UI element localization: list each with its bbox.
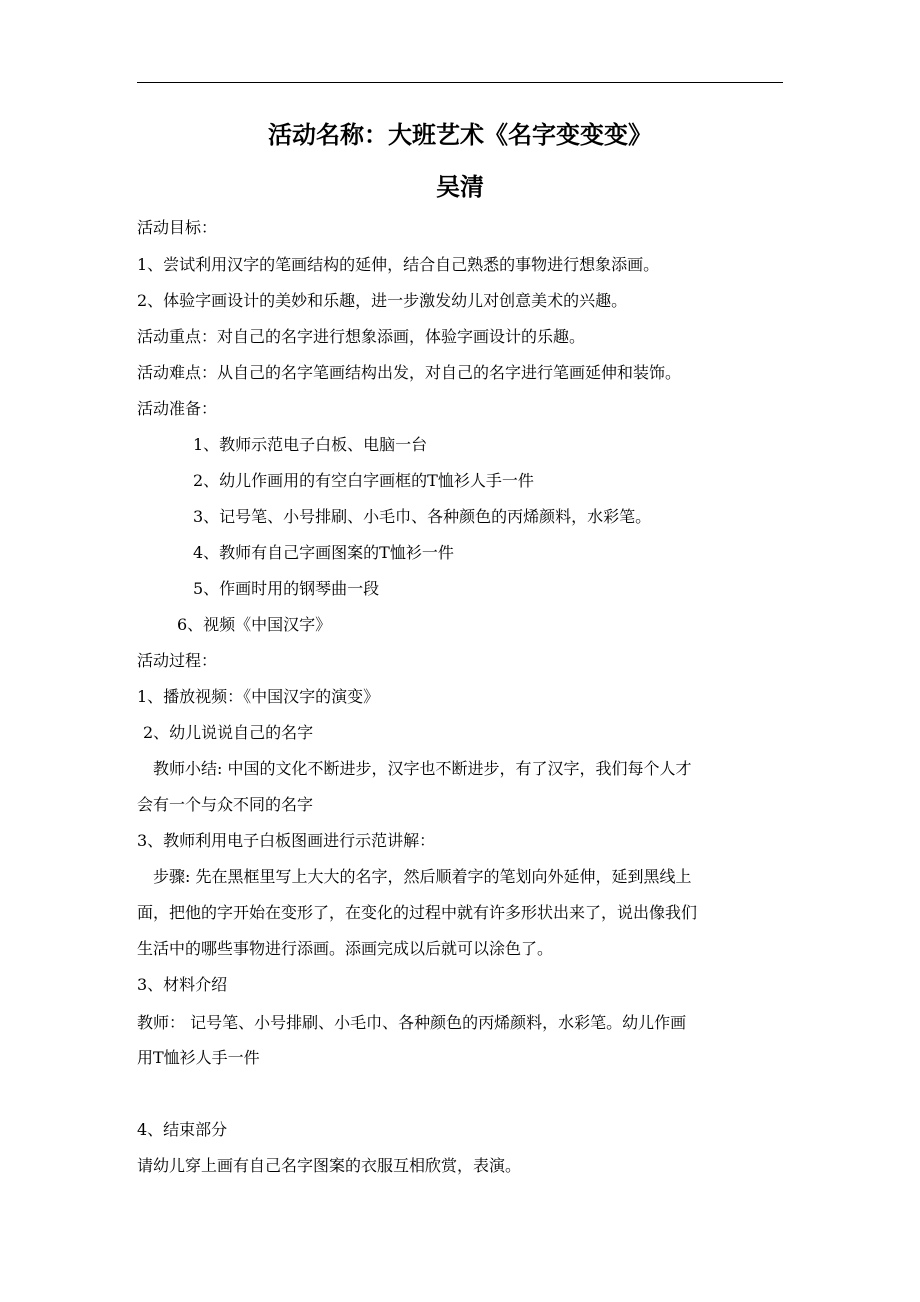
difficulty-line: 活动难点：从自己的名字笔画结构出发，对自己的名字进行笔画延伸和装饰。 — [137, 363, 682, 382]
preparation-item-3: 3、记号笔、小号排刷、小毛巾、各种颜色的丙烯颜料，水彩笔。 — [193, 507, 652, 526]
process-step-2: 2、幼儿说说自己的名字 — [143, 723, 314, 742]
ending-heading: 4、结束部分 — [137, 1120, 228, 1139]
author-name: 吴清 — [436, 173, 484, 201]
preparation-item-5: 5、作画时用的钢琴曲一段 — [193, 579, 380, 598]
objective-item-2: 2、体验字画设计的美妙和乐趣，进一步激发幼儿对创意美术的兴趣。 — [137, 291, 628, 310]
objective-item-1: 1、尝试利用汉字的笔画结构的延伸，结合自己熟悉的事物进行想象添画。 — [137, 255, 660, 274]
process-heading: 活动过程： — [137, 651, 218, 670]
materials-line-1: 教师： 记号笔、小号排刷、小毛巾、各种颜色的丙烯颜料，水彩笔。幼儿作画 — [137, 1013, 687, 1032]
ending-line: 请幼儿穿上画有自己名字图案的衣服互相欣赏，表演。 — [137, 1156, 522, 1175]
teacher-summary-line-2: 会有一个与众不同的名字 — [137, 795, 314, 814]
top-rule — [137, 82, 783, 83]
preparation-item-4: 4、教师有自己字画图案的T恤衫一件 — [193, 543, 454, 562]
process-step-3: 3、教师利用电子白板图画进行示范讲解： — [137, 831, 436, 850]
steps-line-1: 步骤: 先在黑框里写上大大的名字，然后顺着字的笔划向外延伸，延到黑线上 — [153, 867, 692, 886]
preparation-heading: 活动准备： — [137, 399, 218, 418]
materials-line-2: 用T恤衫人手一件 — [137, 1048, 260, 1067]
materials-heading: 3、材料介绍 — [137, 975, 228, 994]
process-step-1: 1、播放视频：《中国汉字的演变》 — [137, 687, 380, 706]
preparation-item-2: 2、幼儿作画用的有空白字画框的T恤衫人手一件 — [193, 471, 534, 490]
objectives-heading: 活动目标： — [137, 218, 218, 237]
preparation-item-6: 6、视频《中国汉字》 — [177, 615, 332, 634]
steps-line-2: 面，把他的字开始在变形了，在变化的过程中就有许多形状出来了，说出像我们 — [137, 903, 698, 922]
page-title: 活动名称：大班艺术《名字变变变》 — [268, 121, 652, 149]
teacher-summary-line-1: 教师小结: 中国的文化不断进步，汉字也不断进步，有了汉字，我们每个人才 — [153, 759, 692, 778]
key-point-line: 活动重点：对自己的名字进行想象添画，体验字画设计的乐趣。 — [137, 327, 586, 346]
preparation-item-1: 1、教师示范电子白板、电脑一台 — [193, 435, 428, 454]
steps-line-3: 生活中的哪些事物进行添画。添画完成以后就可以涂色了。 — [137, 939, 554, 958]
